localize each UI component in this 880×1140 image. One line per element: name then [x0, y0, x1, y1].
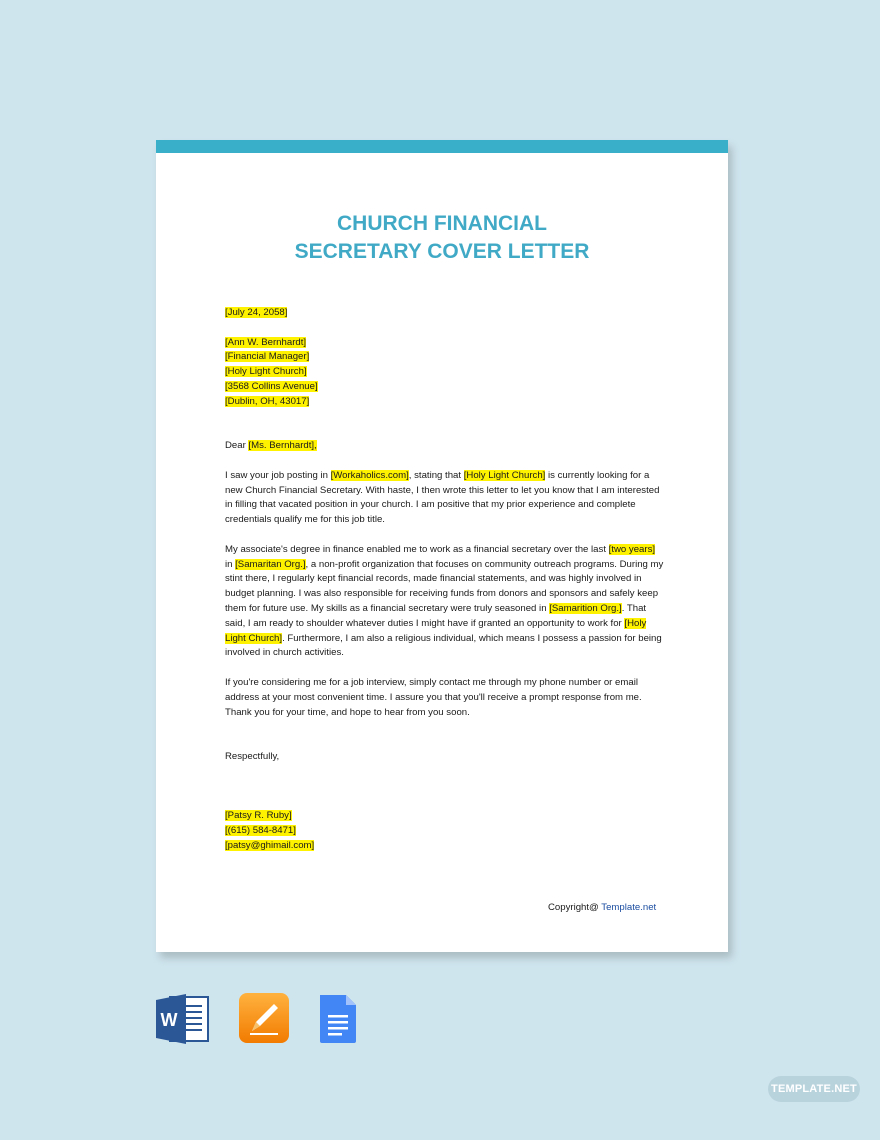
sender-name: [Patsy R. Ruby]	[225, 810, 292, 822]
copyright-link[interactable]: Template.net	[601, 902, 657, 913]
template-net-badge[interactable]: TEMPLATE.NET	[768, 1076, 860, 1102]
paragraph-3: If you're considering me for a job interview, simply contact me through my phone number or email address at your most convenient time. I assure you that you'll receive a prompt response from me. Thank you for your time, and hope to hear from you soon.	[225, 676, 642, 718]
paragraph-1: I saw your job posting in [Workaholics.com], stating that [Holy Light Church] is currently looking for a new Church Financial Secretary. With haste, I then wrote this letter to let you know that I am interested in filling that vacated position in your church. I am positive that my prior experience and complete credentials qualify me for this job title.	[225, 469, 660, 526]
title-line-1: CHURCH FINANCIAL	[337, 212, 547, 235]
paragraph-2: My associate's degree in finance enabled me to work as a financial secretary over the last [two years] in [Samaritan Org.], a non-profit organization that focuses on community outreach programs. During my stint there, I regularly kept financial records, made financial statements, and was highly involved in budget planning. I was also responsible for receiving funds from donors and sponsors and safely keep them for future use. My skills as a financial secretary were truly seasoned in [Samarition Org.]. That said, I am ready to shoulder whatever duties I might have if granted an opportunity to work for [Holy Light Church]. Furthermore, I am also a religious individual, which means I possess a passion for being involved in church activities.	[225, 543, 664, 659]
recipient-position: [Financial Manager]	[225, 351, 310, 363]
date: [July 24, 2058]	[225, 307, 288, 318]
recipient-block	[225, 336, 665, 410]
pages-icon[interactable]	[238, 992, 290, 1044]
letter-body	[225, 306, 665, 853]
recipient-name: [Ann W. Bernhardt]	[225, 336, 307, 348]
accent-bar	[156, 140, 728, 153]
title-line-2: SECRETARY COVER LETTER	[294, 240, 590, 263]
google-docs-icon[interactable]	[318, 993, 358, 1045]
recipient-street: [3568 Collins Avenue]	[225, 380, 318, 392]
closing: Respectfully,	[225, 750, 280, 762]
recipient-company: [Holy Light Church]	[225, 366, 307, 378]
word-icon[interactable]	[156, 994, 210, 1044]
sender-email: [patsy@ghimail.com]	[225, 839, 315, 851]
copyright: Copyright@ Template.net	[548, 902, 657, 913]
sender-phone: [(615) 584-8471]	[225, 824, 296, 836]
recipient-city: [Dublin, OH, 43017]	[225, 395, 310, 407]
word-icon-letter: W	[160, 1010, 178, 1030]
salutation: Dear [Ms. Bernhardt],	[225, 440, 317, 452]
document-title	[156, 210, 728, 266]
sender-block	[225, 809, 665, 853]
letter-page	[156, 140, 728, 952]
